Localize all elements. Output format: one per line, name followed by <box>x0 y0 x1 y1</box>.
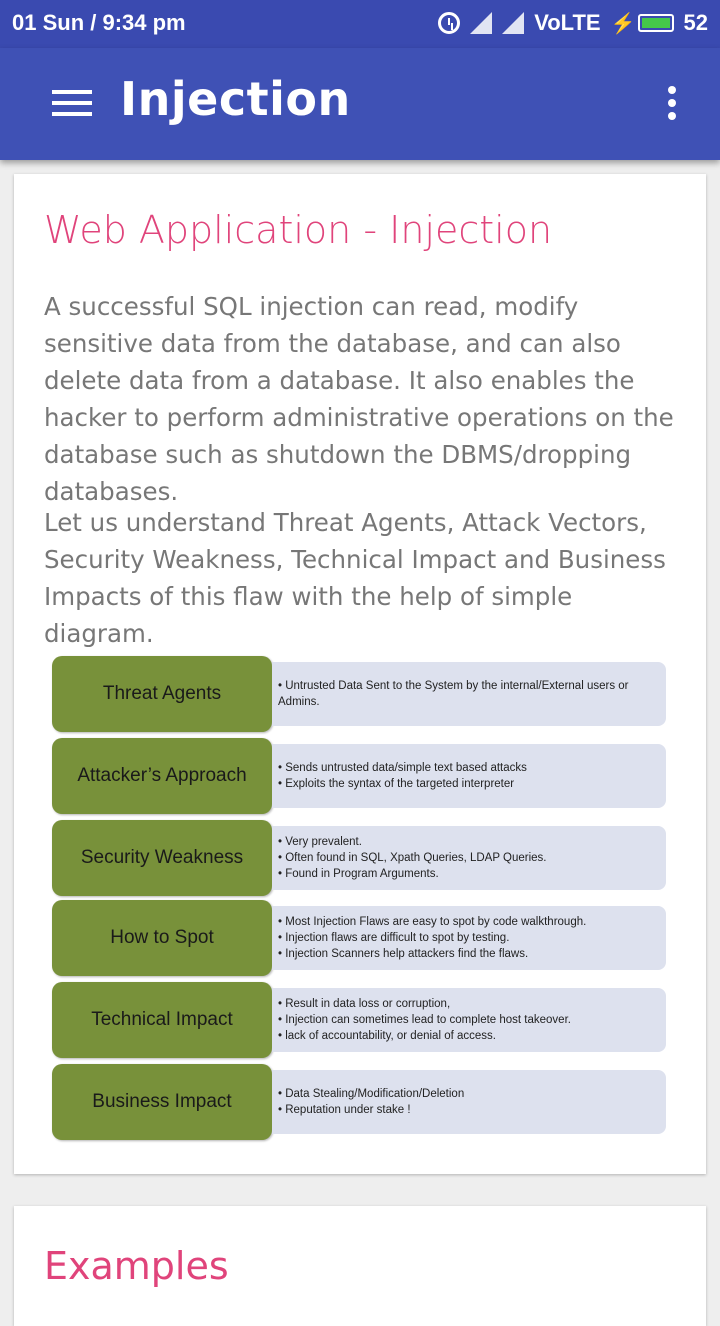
diagram-row <box>52 1064 672 1142</box>
battery-icon <box>611 11 674 36</box>
network-type: VoLTE <box>534 10 601 35</box>
diagram-bullet: • lack of accountability, or denial of access. <box>278 1028 656 1044</box>
diagram-bullet: • Result in data loss or corruption, <box>278 996 656 1012</box>
diagram-bullet: • Sends untrusted data/simple text based attacks <box>278 760 656 776</box>
signal-icon <box>470 12 492 34</box>
diagram-details <box>272 826 666 890</box>
paragraph-intro: A successful SQL injection can read, modify sensitive data from the database, and can also delete data from a database. It also enables the hacker to perform administrative operations on the database such as shutdown the DBMS/dropping databases. <box>44 292 674 506</box>
diagram-bullet: • Injection flaws are difficult to spot by testing. <box>278 930 656 946</box>
diagram-bullet: • Reputation under stake ! <box>278 1102 656 1118</box>
section-heading: Web Application - Injection <box>44 208 553 252</box>
diagram-details <box>272 662 666 726</box>
diagram-row <box>52 900 672 978</box>
diagram-bullet: • Exploits the syntax of the targeted interpreter <box>278 776 656 792</box>
diagram-label: Business Impact <box>52 1064 272 1140</box>
diagram-label: Threat Agents <box>52 656 272 732</box>
diagram-label: Attacker’s Approach <box>52 738 272 814</box>
status-time: 01 Sun / 9:34 pm <box>12 10 186 35</box>
more-options-icon[interactable] <box>666 86 678 126</box>
diagram-label: Security Weakness <box>52 820 272 896</box>
diagram-bullet: • Often found in SQL, Xpath Queries, LDAP Queries. <box>278 850 656 866</box>
diagram-details <box>272 988 666 1052</box>
diagram-bullet: • Found in Program Arguments. <box>278 866 656 882</box>
diagram-row <box>52 738 672 816</box>
diagram-bullet: • Injection Scanners help attackers find the flaws. <box>278 946 656 962</box>
diagram-bullet: • Untrusted Data Sent to the System by the internal/External users or Admins. <box>278 678 656 710</box>
content-card <box>14 174 706 1174</box>
diagram-details <box>272 744 666 808</box>
signal-icon-2 <box>502 12 524 34</box>
alarm-icon <box>438 12 460 34</box>
diagram-bullet: • Data Stealing/Modification/Deletion <box>278 1086 656 1102</box>
charging-icon: ⚡ <box>610 12 636 35</box>
diagram-details <box>272 906 666 970</box>
menu-icon[interactable] <box>52 90 92 116</box>
examples-card <box>14 1206 706 1326</box>
diagram-bullet: • Most Injection Flaws are easy to spot by code walkthrough. <box>278 914 656 930</box>
app-bar <box>0 48 720 160</box>
diagram-bullet: • Very prevalent. <box>278 834 656 850</box>
status-icons <box>438 10 708 36</box>
diagram-details <box>272 1070 666 1134</box>
diagram-bullet: • Injection can sometimes lead to complete host takeover. <box>278 1012 656 1028</box>
diagram-label: How to Spot <box>52 900 272 976</box>
battery-level: 52 <box>683 10 708 35</box>
diagram-row <box>52 982 672 1060</box>
diagram-row <box>52 820 672 898</box>
diagram-row <box>52 656 672 734</box>
status-bar <box>0 0 720 48</box>
examples-heading: Examples <box>44 1244 229 1288</box>
page-title: Injection <box>120 72 351 126</box>
diagram-label: Technical Impact <box>52 982 272 1058</box>
paragraph-diagram-intro: Let us understand Threat Agents, Attack Vectors, Security Weakness, Technical Impact and Business Impacts of this flaw with the help of simple diagram. <box>44 508 666 648</box>
